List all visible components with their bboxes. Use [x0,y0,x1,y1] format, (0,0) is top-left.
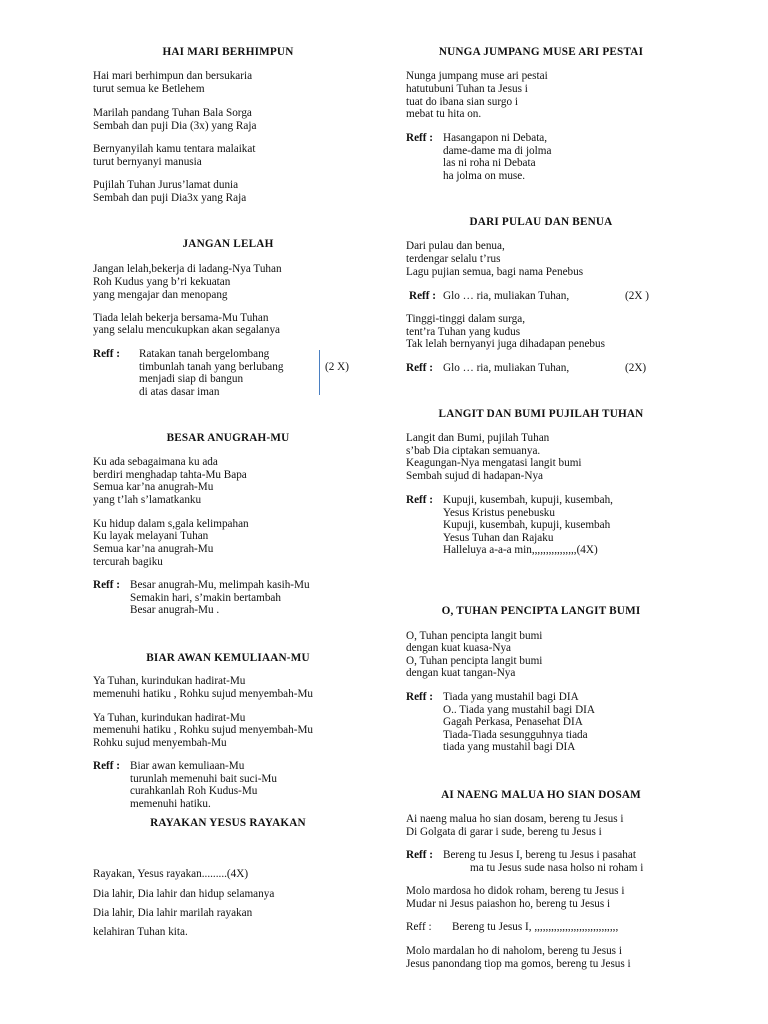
lyric-line: turut bernyanyi manusia [93,156,202,168]
song-title: DARI PULAU DAN BENUA [469,216,613,228]
reff-label: Reff : [406,921,432,933]
song-title: BIAR AWAN KEMULIAAN-MU [146,652,310,664]
reff-label: Reff : [93,760,121,772]
lyric-line: yang t’lah s’lamatkanku [93,494,202,506]
lyric-line: Dia lahir, Dia lahir marilah rayakan [93,907,253,919]
lyric-line: Dari pulau dan benua, [406,240,505,252]
reff-line: Bereng tu Jesus I, ,,,,,,,,,,,,,,,,,,,,,,,,,,,,,, [452,921,619,933]
reff-label: Reff : [93,579,121,591]
lyric-line: Tinggi-tinggi dalam surga, [406,313,526,325]
reff-label: Reff : [406,691,434,703]
lyric-line: dengan kuat kuasa-Nya [406,642,511,654]
lyric-line: O, Tuhan pencipta langit bumi [406,630,543,642]
lyric-line: tercurah bagiku [93,556,163,568]
reff-line: Besar anugrah-Mu, melimpah kasih-Mu [130,579,310,591]
lyric-line: Ku hidup dalam s,gala kelimpahan [93,518,249,530]
lyric-line: Ku layak melayani Tuhan [93,530,209,542]
reff-line: Besar anugrah-Mu . [130,604,220,616]
song-title: HAI MARI BERHIMPUN [162,46,294,58]
lyric-line: Sembah dan puji Dia3x yang Raja [93,192,247,204]
lyric-line: yang mengajar dan menopang [93,289,228,301]
reff-line: Bereng tu Jesus I, bereng tu Jesus i pasahat [443,849,636,861]
repeat-mark: (2X ) [625,290,649,302]
reff-line: ha jolma on muse. [443,170,526,182]
lyric-line: Sembah sujud di hadapan-Nya [406,470,544,482]
reff-label: Reff : [406,362,434,374]
lyric-line: Tak lelah bernyanyi juga dihadapan penebus [406,338,605,350]
lyric-line: Keagungan-Nya mengatasi langit bumi [406,457,582,469]
reff-line: Ratakan tanah bergelombang [139,348,270,360]
lyric-line: terdengar selalu t’rus [406,253,501,265]
reff-line: memenuhi hatiku. [130,798,211,810]
reff-line: Glo … ria, muliakan Tuhan, [443,290,570,302]
lyric-line: Hai mari berhimpun dan bersukaria [93,70,253,82]
lyric-line: Sembah dan puji Dia (3x) yang Raja [93,120,257,132]
lyric-line: Rohku sujud menyembah-Mu [93,737,227,749]
lyric-line: dengan kuat tangan-Nya [406,667,516,679]
reff-line: menjadi siap di bangun [139,373,244,385]
lyric-line: mebat tu hita on. [406,108,482,120]
reff-label: Reff : [406,132,434,144]
lyric-line: Ai naeng malua ho sian dosam, bereng tu Jesus i [406,813,624,825]
lyric-line: Ku ada sebagaimana ku ada [93,456,218,468]
reff-line: dame-dame ma di jolma [443,145,552,157]
lyric-line: O, Tuhan pencipta langit bumi [406,655,543,667]
reff-line: Halleluya a-a-a min,,,,,,,,,,,,,,,,(4X) [443,544,598,556]
reff-line: Gagah Perkasa, Penasehat DIA [443,716,583,728]
lyric-line: memenuhi hatiku , Rohku sujud menyembah-Mu [93,688,313,700]
reff-line: Biar awan kemuliaan-Mu [130,760,245,772]
reff-line: Semakin hari, s’makin bertambah [130,592,281,604]
lyric-line: Dia lahir, Dia lahir dan hidup selamanya [93,888,275,900]
lyric-line: hatutubuni Tuhan ta Jesus i [406,83,528,95]
lyric-line: kelahiran Tuhan kita. [93,926,188,938]
lyric-line: berdiri menghadap tahta-Mu Bapa [93,469,247,481]
reff-line: las ni roha ni Debata [443,157,536,169]
lyric-line: Molo mardosa ho didok roham, bereng tu Jesus i [406,885,625,897]
reff-line: turunlah memenuhi bait suci-Mu [130,773,277,785]
lyric-line: Semua kar’na anugrah-Mu [93,543,214,555]
reff-label: Reff : [406,849,434,861]
lyric-line: Ya Tuhan, kurindukan hadirat-Mu [93,675,246,687]
lyric-line: Langit dan Bumi, pujilah Tuhan [406,432,550,444]
repeat-mark: (2X) [625,362,647,374]
reff-line: Kupuji, kusembah, kupuji, kusembah, [443,494,613,506]
bracket-line [319,350,320,395]
lyric-line: Semua kar’na anugrah-Mu [93,481,214,493]
lyric-line: Mudar ni Jesus paiashon ho, bereng tu Jesus i [406,898,611,910]
lyric-line: Jesus panondang tiop ma gomos, bereng tu Jesus i [406,958,631,970]
lyric-line: Marilah pandang Tuhan Bala Sorga [93,107,252,119]
lyric-line: Bernyanyilah kamu tentara malaikat [93,143,256,155]
repeat-mark: (2 X) [325,361,349,373]
lyric-line: Di Golgata di garar i sude, bereng tu Jesus i [406,826,602,838]
reff-line: di atas dasar iman [139,386,220,398]
song-title: LANGIT DAN BUMI PUJILAH TUHAN [438,408,644,420]
lyric-line: tuat do ibana sian surgo i [406,96,518,108]
song-title: RAYAKAN YESUS RAYAKAN [150,817,306,829]
lyric-line: memenuhi hatiku , Rohku sujud menyembah-Mu [93,724,313,736]
reff-line: ma tu Jesus sude nasa holso ni roham i [470,862,644,874]
song-title: BESAR ANUGRAH-MU [166,432,290,444]
lyric-line: Nunga jumpang muse ari pestai [406,70,548,82]
reff-line: Kupuji, kusembah, kupuji, kusembah [443,519,611,531]
lyric-line: Molo mardalan ho di naholom, bereng tu Jesus i [406,945,622,957]
song-title: AI NAENG MALUA HO SIAN DOSAM [441,789,641,801]
reff-line: curahkanlah Roh Kudus-Mu [130,785,258,797]
reff-line: timbunlah tanah yang berlubang [139,361,284,373]
lyric-line: s’bab Dia ciptakan semuanya. [406,445,541,457]
lyric-line: tent’ra Tuhan yang kudus [406,326,521,338]
song-title: JANGAN LELAH [182,238,274,250]
reff-line: Tiada-Tiada sesungguhnya tiada [443,729,588,741]
lyric-line: Jangan lelah,bekerja di ladang-Nya Tuhan [93,263,282,275]
reff-label: Reff : [406,494,434,506]
lyric-line: Roh Kudus yang b’ri kekuatan [93,276,231,288]
lyric-line: Lagu pujian semua, bagi nama Penebus [406,266,584,278]
reff-line: Yesus Kristus penebusku [443,507,555,519]
song-title: NUNGA JUMPANG MUSE ARI PESTAI [438,46,644,58]
reff-line: Yesus Tuhan dan Rajaku [443,532,554,544]
lyric-line: Ya Tuhan, kurindukan hadirat-Mu [93,712,246,724]
reff-line: O.. Tiada yang mustahil bagi DIA [443,704,595,716]
reff-label: Reff : [93,348,121,360]
reff-line: tiada yang mustahil bagi DIA [443,741,576,753]
reff-label: Reff : [409,290,437,302]
lyric-line: Tiada lelah bekerja bersama-Mu Tuhan [93,312,269,324]
reff-line: Glo … ria, muliakan Tuhan, [443,362,570,374]
song-title: O, TUHAN PENCIPTA LANGIT BUMI [441,605,641,617]
lyric-line: Pujilah Tuhan Jurus’lamat dunia [93,179,239,191]
reff-line: Tiada yang mustahil bagi DIA [443,691,579,703]
lyric-line: yang selalu mencukupkan akan segalanya [93,324,281,336]
lyric-line: Rayakan, Yesus rayakan.........(4X) [93,868,249,880]
lyric-line: turut semua ke Betlehem [93,83,205,95]
reff-line: Hasangapon ni Debata, [443,132,548,144]
